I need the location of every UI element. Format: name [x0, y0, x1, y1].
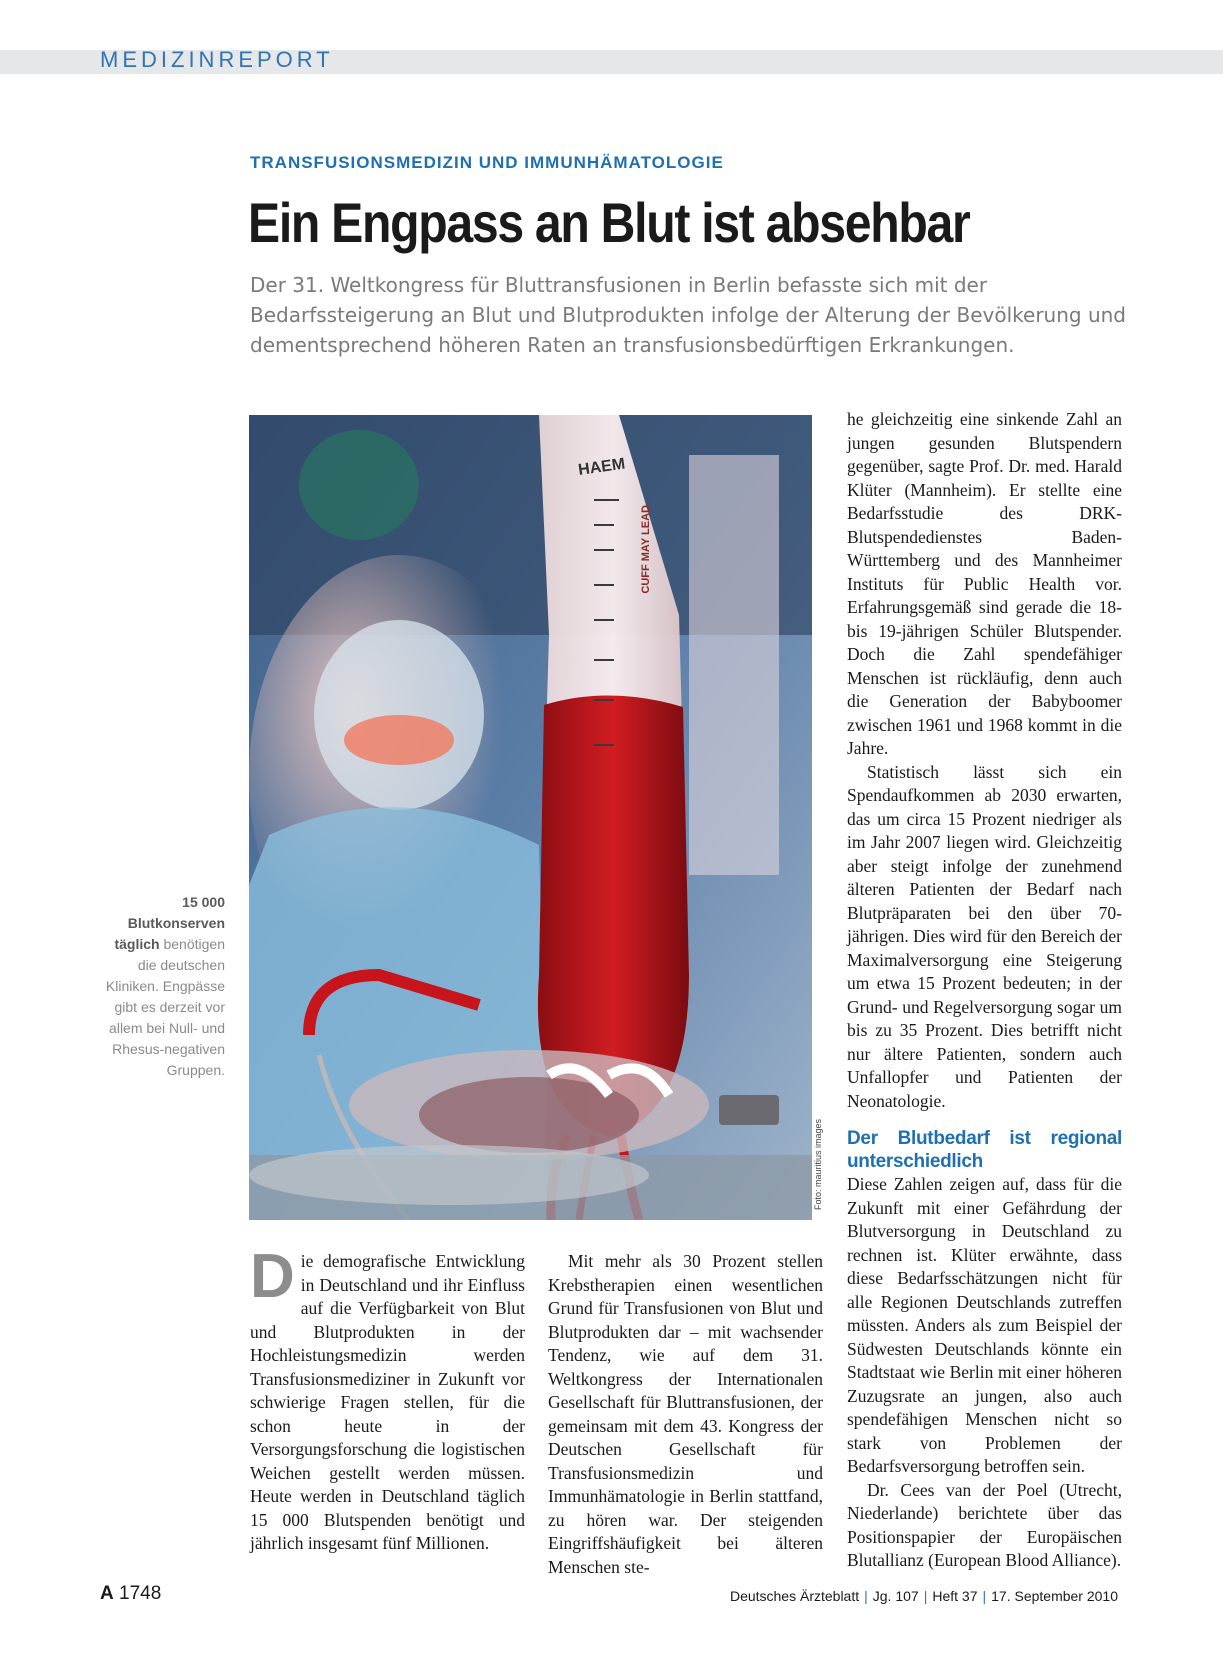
svg-text:HAEM: HAEM [577, 455, 627, 479]
photo-credit: Foto: mauritius images [813, 1118, 823, 1210]
body-paragraph: Statistisch lässt sich ein Spendaufkommen ab 2030 erwarten, das um circa 15 Prozent niedriger als im Jahr 2007 liegen wird. Gleichzeitig aber steigt infolge der zunehmend älteren Patienten der Bedarf nach Blutpräparaten bei den über 70-jährigen. Dies wird für den Bereich der Maximalversorgung eine Steigerung um etwa 15 Prozent bedeuten; in der Grund- und Regelversorgung sogar um bis zu 35 Prozent. Dies betrifft nicht nur ältere Patienten, sondern auch Unfallopfer und Patienten der Neonatologie. [847, 761, 1122, 1111]
article-lead: Der 31. Weltkongress für Bluttransfusionen in Berlin befasste sich mit der Bedarfssteigerung an Blut und Blutprodukten infolge der Alterung der Bevölkerung und dementsprechend höheren Raten an transfusionsbedürftigen Erkrankungen. [250, 273, 1126, 357]
body-paragraph: ie demografische Entwicklung in Deutschland und ihr Einfluss auf die Verfügbarkeit von Blut und Blutprodukten in der Hochleistungsmedizin werden Transfusionsmediziner in Zukunft vor schwierige Fragen stellen, für die schon heute in der Versorgungsforschung die logistischen Weichen gestellt werden müssen. Heute werden in Deutschland täglich 15 000 Blutspenden benötigt und jährlich insgesamt fünf Millionen. [250, 1251, 525, 1553]
svg-text:CUFF MAY LEAD: CUFF MAY LEAD [640, 505, 652, 594]
body-paragraph: Mit mehr als 30 Prozent stellen Krebstherapien einen wesentlichen Grund für Transfusionen von Blut und Blutprodukten dar – mit wachsender Tendenz, wie auf dem 31. Weltkongress der Internationalen Gesellschaft für Bluttransfusionen, der gemeinsam mit dem 43. Kongress der Deutschen Gesellschaft für Transfusionsmedizin und Immunhämatologie in Berlin stattfand, zu hören war. Der steigenden Eingriffshäufigkeit bei älteren Menschen ste- [548, 1251, 823, 1577]
journal-name: Deutsches Ärzteblatt [729, 1588, 860, 1604]
body-paragraph: Diese Zahlen zeigen auf, dass für die Zukunft mit einer Gefährdung der Blutversorgung in Deutschland zu rechnen ist. Klüter erwähnte, dass diese Bedarfsschätzungen nicht für alle Regionen Deutschlands zutreffen müssten. Anders als zum Beispiel der Südwesten Deutschlands könnte ein Stadtstaat wie Berlin mit einer höheren Zuzugsrate an jungen, also auch spendefähigen Menschen nicht so stark von Problemen der Bedarfsversorgung betroffen sein. [847, 1174, 1122, 1476]
body-paragraph: Dr. Cees van der Poel (Utrecht, Niederlande) berichtete über das Positionspapier der Europäischen Blutallianz (European Blood Alliance). [847, 1479, 1122, 1570]
journal-volume: Jg. 107 [872, 1588, 919, 1604]
separator: | [923, 1588, 928, 1604]
page-number [100, 1583, 161, 1605]
caption-bold: 15 000 Blutkonserven täglich [114, 894, 225, 952]
journal-footer [730, 1588, 1118, 1604]
separator: | [982, 1588, 987, 1604]
body-column-1 [250, 1242, 525, 1556]
page-number-value: 1748 [119, 1583, 162, 1604]
article-photo [249, 415, 812, 1220]
journal-issue: Heft 37 [932, 1588, 978, 1604]
article-kicker: TRANSFUSIONSMEDIZIN UND IMMUNHÄMATOLOGIE [250, 153, 724, 172]
drop-cap: D [250, 1242, 295, 1311]
journal-date: 17. September 2010 [991, 1588, 1118, 1604]
article-headline: Ein Engpass an Blut ist absehbar [248, 191, 970, 254]
separator: | [864, 1588, 868, 1604]
body-column-3 [847, 408, 1122, 1573]
caption-text: benötigen die deutschen Kliniken. Engpässe gibt es derzeit vor allem bei Null- und Rhesus-negativen Gruppen. [105, 936, 225, 1078]
photo-caption [98, 892, 225, 1081]
body-column-2 [548, 1250, 823, 1579]
body-paragraph: he gleichzeitig eine sinkende Zahl an jungen gesunden Blutspendern gegenüber, sagte Prof. Dr. med. Harald Klüter (Mannheim). Er stellte eine Bedarfsstudie des DRK-Blutspendedienstes Baden-Württemberg und des Mannheimer Instituts für Public Health vor. Erfahrungsgemäß sind gerade die 18- bis 19-jährigen Schüler Blutspender. Doch die Zahl spendefähiger Menschen ist rückläufig, denn auch die Generation der Babyboomer zwischen 1961 und 1968 kommt in die Jahre. [847, 409, 1122, 758]
page-prefix: A [100, 1583, 114, 1604]
subheading: Der Blutbedarf ist regional unterschiedlich [847, 1128, 1122, 1172]
section-label: MEDIZINREPORT [100, 47, 334, 72]
